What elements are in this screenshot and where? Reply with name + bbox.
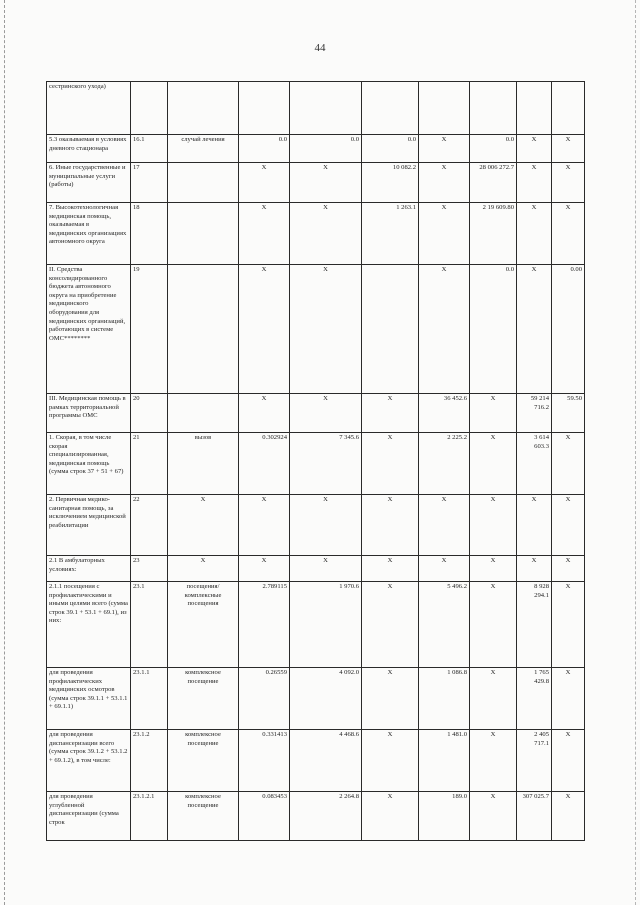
cell-row-name: 5.3 оказываемая в условиях дневного стационара (47, 135, 131, 163)
cell-unit: X (168, 495, 239, 556)
cell-percent: 59.50 (552, 394, 585, 433)
table-row (47, 265, 585, 394)
cell-budget-per-capita: 1 263.1 (362, 203, 419, 265)
cell-unit (168, 203, 239, 265)
cell-oms-amount: X (517, 265, 552, 394)
cell-budget-amount: X (470, 433, 517, 495)
cell-row-name: II. Средства консолидированного бюджета автономного округа на приобретение медицинского оборудования для медицинских организаций, работающих в системе ОМС******** (47, 265, 131, 394)
cell-unit (168, 394, 239, 433)
cell-oms-per-capita: X (419, 203, 470, 265)
cell-budget-amount: X (470, 792, 517, 841)
cell-row-name: для проведения углубленной диспансеризации (сумма строк (47, 792, 131, 841)
table-row (47, 668, 585, 730)
cell-budget-amount: X (470, 582, 517, 668)
cell-oms-amount: 307 025.7 (517, 792, 552, 841)
cell-standard-cost: 1 970.6 (290, 582, 362, 668)
cell-budget-per-capita: X (362, 582, 419, 668)
cell-percent: X (552, 556, 585, 582)
cell-standard-cost: 7 345.6 (290, 433, 362, 495)
cell-oms-amount: 1 765 429.8 (517, 668, 552, 730)
cell-standard-volume: X (239, 203, 290, 265)
table-row (47, 82, 585, 135)
cell-row-name: 2.1 В амбулаторных условиях: (47, 556, 131, 582)
cell-budget-per-capita (362, 82, 419, 135)
cell-row-name: 2.1.1 посещения с профилактическими и иными целями всего (сумма строк 39.1 + 53.1 + 69.1), из них: (47, 582, 131, 668)
cell-budget-per-capita: X (362, 495, 419, 556)
cell-standard-cost: X (290, 394, 362, 433)
data-table (46, 81, 585, 841)
cell-oms-amount: 8 928 294.1 (517, 582, 552, 668)
cell-standard-volume: 0.0 (239, 135, 290, 163)
cell-unit: комплексное посещение (168, 792, 239, 841)
cell-standard-volume: 2.789115 (239, 582, 290, 668)
cell-standard-cost: 4 468.6 (290, 730, 362, 792)
cell-budget-per-capita: X (362, 668, 419, 730)
cell-standard-cost: 0.0 (290, 135, 362, 163)
cell-unit (168, 265, 239, 394)
cell-budget-amount: X (470, 668, 517, 730)
cell-budget-amount (470, 82, 517, 135)
cell-percent: X (552, 163, 585, 203)
cell-row-number: 23.1 (131, 582, 168, 668)
cell-percent: X (552, 433, 585, 495)
cell-oms-amount: X (517, 163, 552, 203)
cell-percent: X (552, 730, 585, 792)
cell-row-number: 23.1.2 (131, 730, 168, 792)
cell-budget-per-capita: 0.0 (362, 135, 419, 163)
cell-oms-amount: X (517, 203, 552, 265)
cell-oms-amount (517, 82, 552, 135)
cell-row-name: 7. Высокотехнологичная медицинская помощь, оказываемая в медицинских организациях автономного округа (47, 203, 131, 265)
cell-oms-per-capita: X (419, 495, 470, 556)
cell-oms-amount: 59 214 716.2 (517, 394, 552, 433)
cell-standard-cost: 4 092.0 (290, 668, 362, 730)
table-row (47, 495, 585, 556)
cell-standard-cost: X (290, 556, 362, 582)
cell-oms-per-capita: 36 452.6 (419, 394, 470, 433)
cell-percent: X (552, 135, 585, 163)
cell-budget-amount: 0.0 (470, 265, 517, 394)
table-row (47, 203, 585, 265)
cell-standard-volume (239, 82, 290, 135)
cell-percent: X (552, 668, 585, 730)
cell-standard-volume: X (239, 394, 290, 433)
cell-row-number: 23.1.2.1 (131, 792, 168, 841)
cell-oms-per-capita: 5 496.2 (419, 582, 470, 668)
cell-standard-cost (290, 82, 362, 135)
cell-budget-per-capita (362, 265, 419, 394)
cell-budget-per-capita: X (362, 730, 419, 792)
cell-standard-cost: X (290, 163, 362, 203)
cell-standard-cost: X (290, 203, 362, 265)
cell-unit: вызов (168, 433, 239, 495)
table-row (47, 730, 585, 792)
cell-row-number: 22 (131, 495, 168, 556)
cell-oms-per-capita: 1 086.8 (419, 668, 470, 730)
cell-budget-amount: X (470, 394, 517, 433)
cell-unit: X (168, 556, 239, 582)
cell-row-number: 18 (131, 203, 168, 265)
cell-budget-amount: X (470, 495, 517, 556)
cell-standard-cost: X (290, 265, 362, 394)
cell-percent: X (552, 203, 585, 265)
cell-budget-amount: 2 19 609.80 (470, 203, 517, 265)
table-row (47, 792, 585, 841)
cell-budget-per-capita: X (362, 394, 419, 433)
cell-oms-per-capita: 1 481.0 (419, 730, 470, 792)
cell-row-name: III. Медицинская помощь в рамках территориальной программы ОМС (47, 394, 131, 433)
page-number: 44 (314, 42, 326, 54)
table-row (47, 163, 585, 203)
table-row (47, 582, 585, 668)
cell-oms-per-capita: X (419, 163, 470, 203)
cell-standard-volume: 0.302924 (239, 433, 290, 495)
cell-unit: комплексное посещение (168, 668, 239, 730)
cell-oms-per-capita: X (419, 135, 470, 163)
cell-budget-per-capita: X (362, 433, 419, 495)
scan-edge-right (635, 0, 637, 905)
cell-oms-per-capita (419, 82, 470, 135)
cell-row-name: для проведения профилактических медицинских осмотров (сумма строк 39.1.1 + 53.1.1 + 69.1.1) (47, 668, 131, 730)
cell-row-name: сестринского ухода) (47, 82, 131, 135)
cell-budget-amount: 0.0 (470, 135, 517, 163)
cell-standard-volume: X (239, 556, 290, 582)
cell-standard-volume: 0.26559 (239, 668, 290, 730)
cell-oms-per-capita: 2 225.2 (419, 433, 470, 495)
cell-budget-amount: 28 006 272.7 (470, 163, 517, 203)
cell-oms-amount: X (517, 556, 552, 582)
cell-row-number: 23.1.1 (131, 668, 168, 730)
cell-standard-volume: X (239, 163, 290, 203)
cell-standard-cost: X (290, 495, 362, 556)
cell-oms-per-capita: X (419, 265, 470, 394)
cell-oms-amount: X (517, 135, 552, 163)
cell-budget-amount: X (470, 730, 517, 792)
cell-unit: случай лечения (168, 135, 239, 163)
cell-budget-per-capita: X (362, 556, 419, 582)
cell-row-number: 17 (131, 163, 168, 203)
cell-standard-volume: X (239, 265, 290, 394)
table-row (47, 394, 585, 433)
cell-standard-volume: 0.331413 (239, 730, 290, 792)
cell-oms-amount: 2 405 717.1 (517, 730, 552, 792)
cell-standard-volume: 0.083453 (239, 792, 290, 841)
cell-row-name: 2. Первичная медико-санитарная помощь, за исключением медицинской реабилитации (47, 495, 131, 556)
cell-row-number: 23 (131, 556, 168, 582)
cell-percent (552, 82, 585, 135)
cell-unit (168, 163, 239, 203)
cell-budget-per-capita: 10 082.2 (362, 163, 419, 203)
cell-percent: X (552, 582, 585, 668)
cell-standard-volume: X (239, 495, 290, 556)
cell-oms-per-capita: X (419, 556, 470, 582)
table-row (47, 433, 585, 495)
cell-row-name: 6. Иные государственные и муниципальные услуги (работы) (47, 163, 131, 203)
cell-unit: комплексное посещение (168, 730, 239, 792)
table-row (47, 135, 585, 163)
cell-percent: X (552, 495, 585, 556)
cell-oms-amount: 3 614 603.3 (517, 433, 552, 495)
cell-oms-per-capita: 189.0 (419, 792, 470, 841)
cell-oms-amount: X (517, 495, 552, 556)
cell-budget-amount: X (470, 556, 517, 582)
cell-row-number: 16.1 (131, 135, 168, 163)
cell-row-number (131, 82, 168, 135)
cell-row-name: для проведения диспансеризации всего (сумма строк 39.1.2 + 53.1.2 + 69.1.2), в том числе: (47, 730, 131, 792)
cell-row-number: 19 (131, 265, 168, 394)
cell-unit (168, 82, 239, 135)
scan-edge-left (4, 0, 6, 905)
cell-row-name: 1. Скорая, в том числе скорая специализированная, медицинская помощь (сумма строк 37 + 51 + 67) (47, 433, 131, 495)
cell-standard-cost: 2 264.8 (290, 792, 362, 841)
cell-percent: X (552, 792, 585, 841)
cell-row-number: 20 (131, 394, 168, 433)
table-body (47, 82, 585, 841)
cell-row-number: 21 (131, 433, 168, 495)
cell-budget-per-capita: X (362, 792, 419, 841)
cell-unit: посещения/комплексные посещения (168, 582, 239, 668)
cell-percent: 0.00 (552, 265, 585, 394)
table-row (47, 556, 585, 582)
